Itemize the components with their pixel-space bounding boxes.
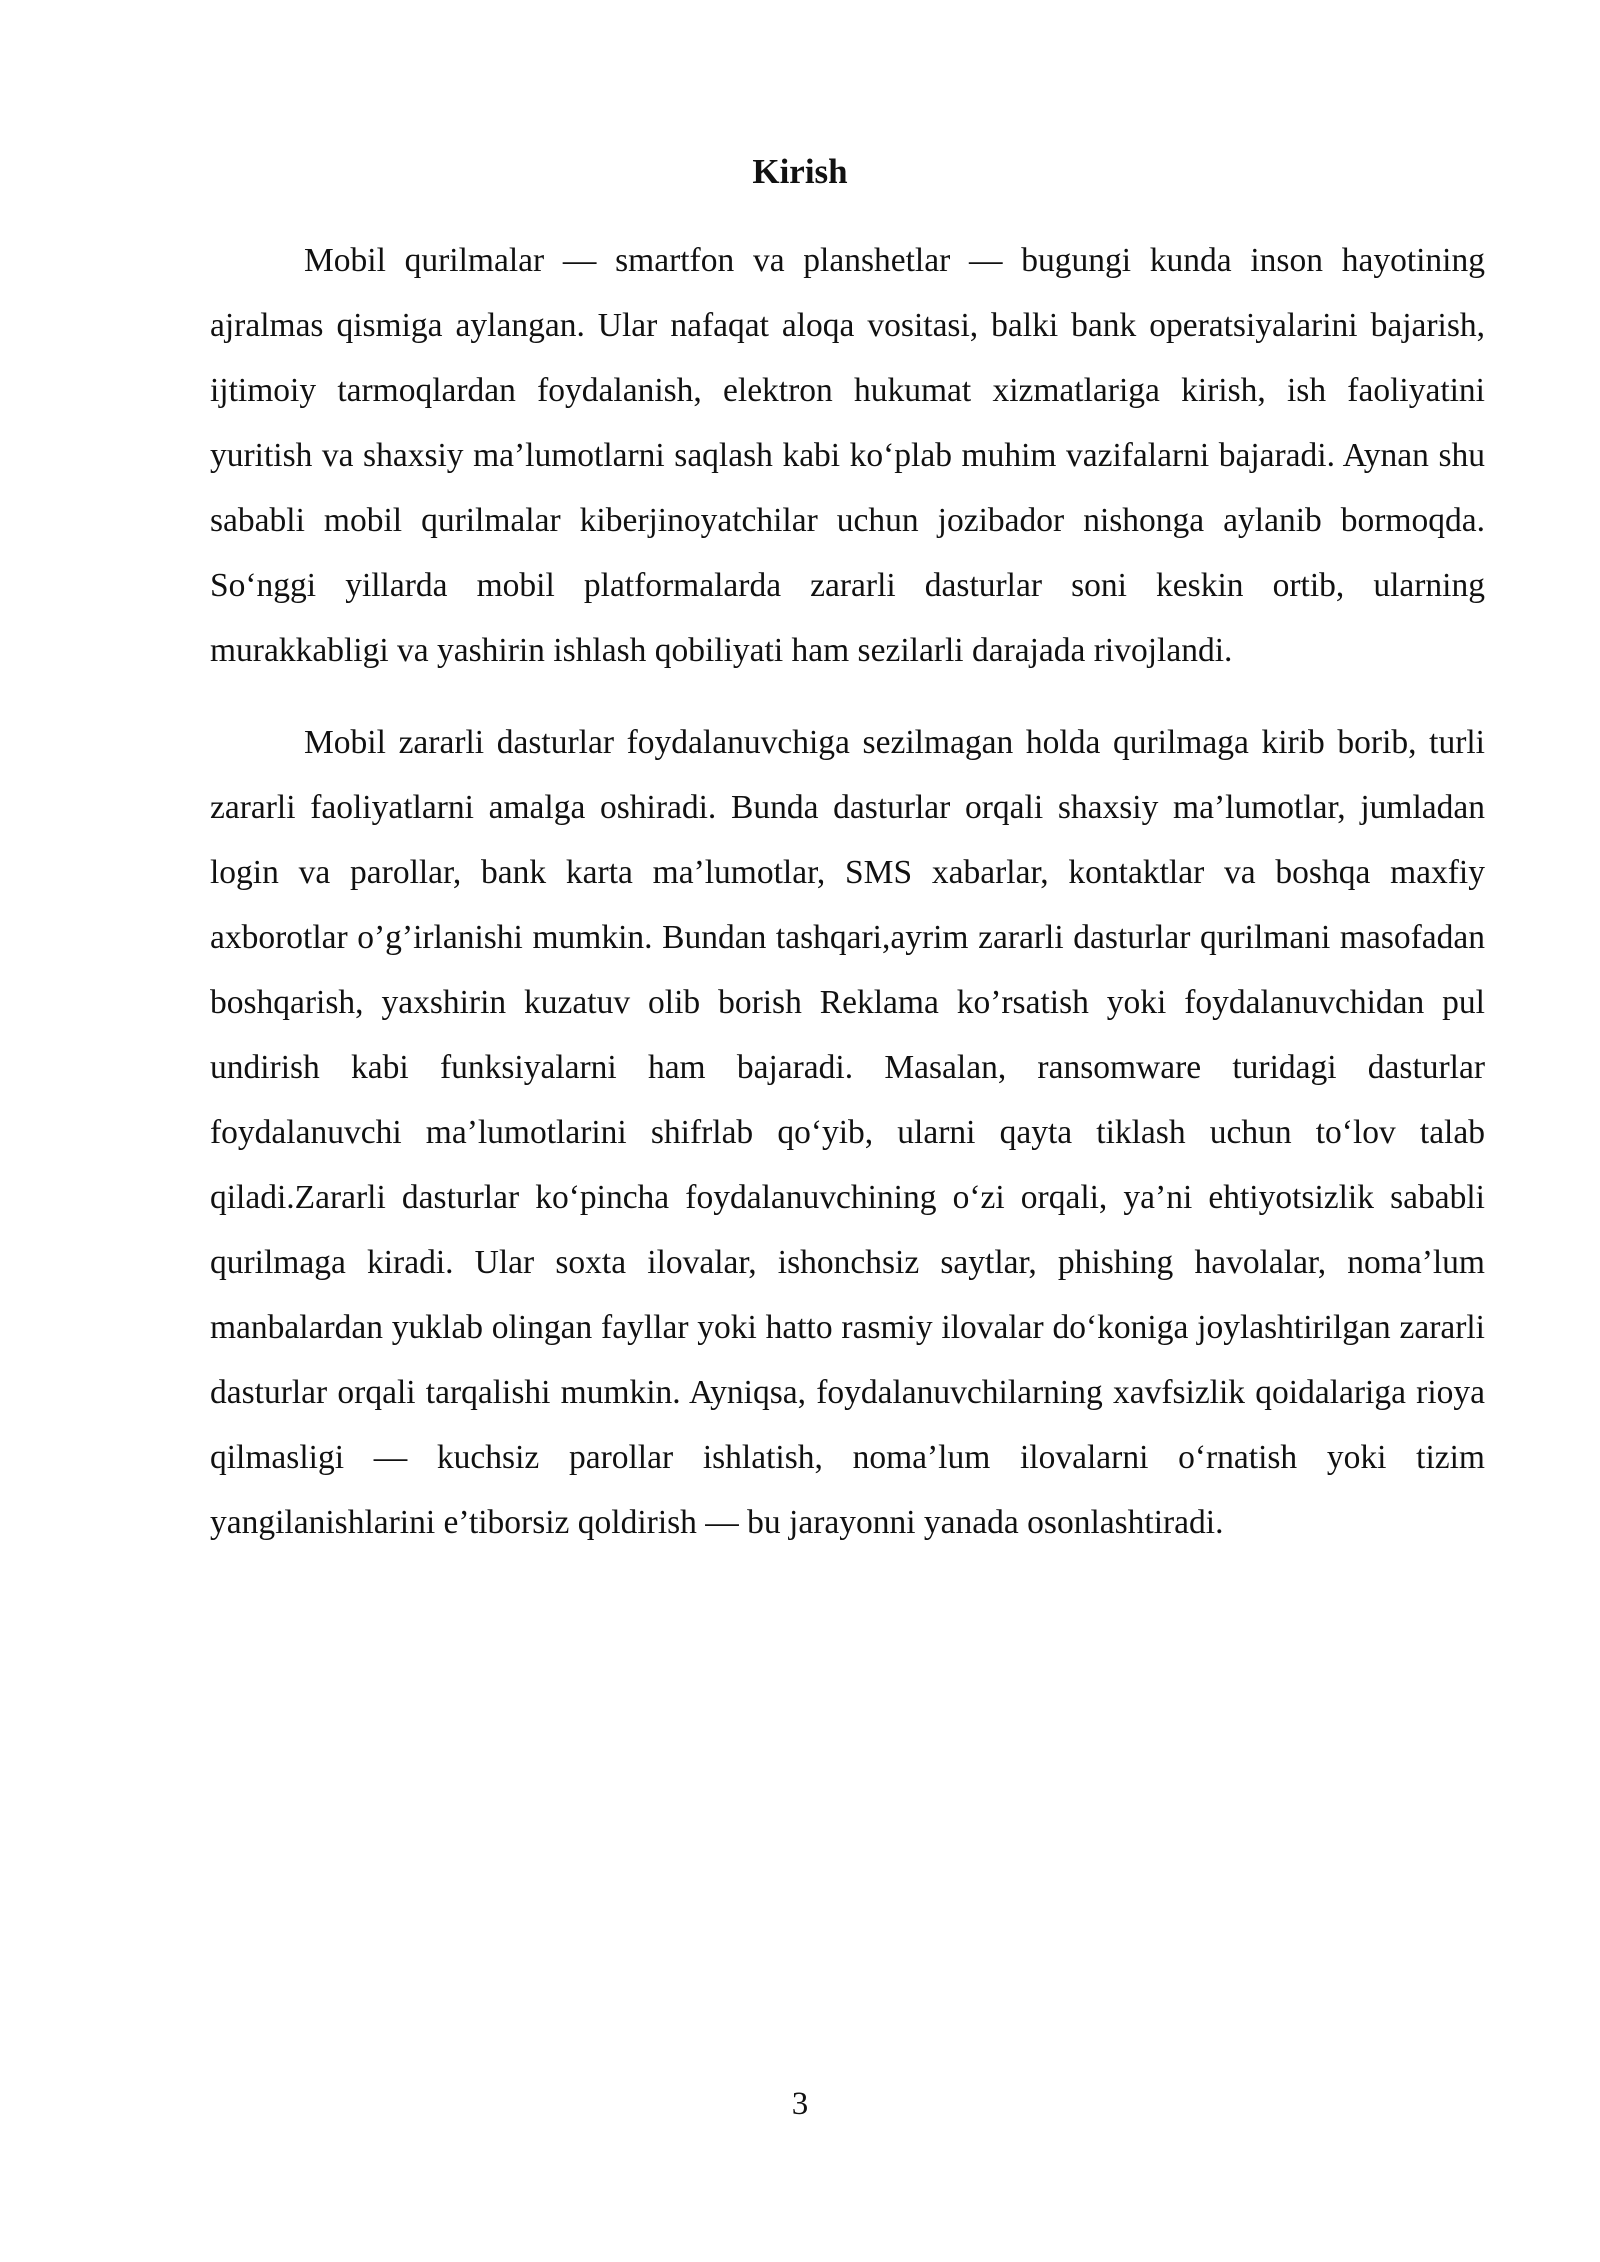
paragraph-2: Mobil zararli dasturlar foydalanuvchiga sezilmagan holda qurilmaga kirib borib, turli zararli faoliyatlarni amalga oshiradi. Bunda dasturlar orqali shaxsiy ma’lumotlar, jumladan login va parollar, bank karta ma’lumotlar, SMS xabarlar, kontaktlar va boshqa maxfiy axborotlar o’g’irlanishi mumkin. Bundan tashqari,ayrim zararli dasturlar qurilmani masofadan boshqarish, yaxshirin kuzatuv olib borish Reklama ko’rsatish yoki foydalanuvchidan pul undirish kabi funksiyalarni ham bajaradi. Masalan, ransomware turidagi dasturlar foydalanuvchi ma’lumotlarini shifrlab qo‘yib, ularni qayta tiklash uchun to‘lov talab qiladi.Zararli dasturlar ko‘pincha foydalanuvchining o‘zi orqali, ya’ni ehtiyotsizlik sababli qurilmaga kiradi. Ular soxta ilovalar, ishonchsiz saytlar, phishing havolalar, noma’lum manbalardan yuklab olingan fayllar yoki hatto rasmiy ilovalar do‘koniga joylashtirilgan zararli dasturlar orqali tarqalishi mumkin. Ayniqsa, foydalanuvchilarning xavfsizlik qoidalariga rioya qilmasligi — kuchsiz parollar ishlatish, noma’lum ilovalarni o‘rnatish yoki tizim yangilanishlarini e’tiborsiz qoldirish — bu jarayonni yanada osonlashtiradi.: [210, 724, 1485, 1541]
paragraph-1: Mobil qurilmalar — smartfon va planshetlar — bugungi kunda inson hayotining ajralmas qismiga aylangan. Ular nafaqat aloqa vositasi, balki bank operatsiyalarini bajarish, ijtimoiy tarmoqlardan foydalanish, elektron hukumat xizmatlariga kirish, ish faoliyatini yuritish va shaxsiy ma’lumotlarni saqlash kabi ko‘plab muhim vazifalarni bajaradi. Aynan shu sababli mobil qurilmalar kiberjinoyatchilar uchun jozibador nishonga aylanib bormoqda. So‘nggi yillarda mobil platformalarda zararli dasturlar soni keskin ortib, ularning murakkabligi va yashirin ishlash qobiliyati ham sezilarli darajada rivojlandi.: [210, 242, 1485, 669]
section-heading: Kirish: [752, 152, 848, 191]
page-number: 3: [791, 2086, 809, 2122]
body-text: [210, 228, 1485, 1555]
